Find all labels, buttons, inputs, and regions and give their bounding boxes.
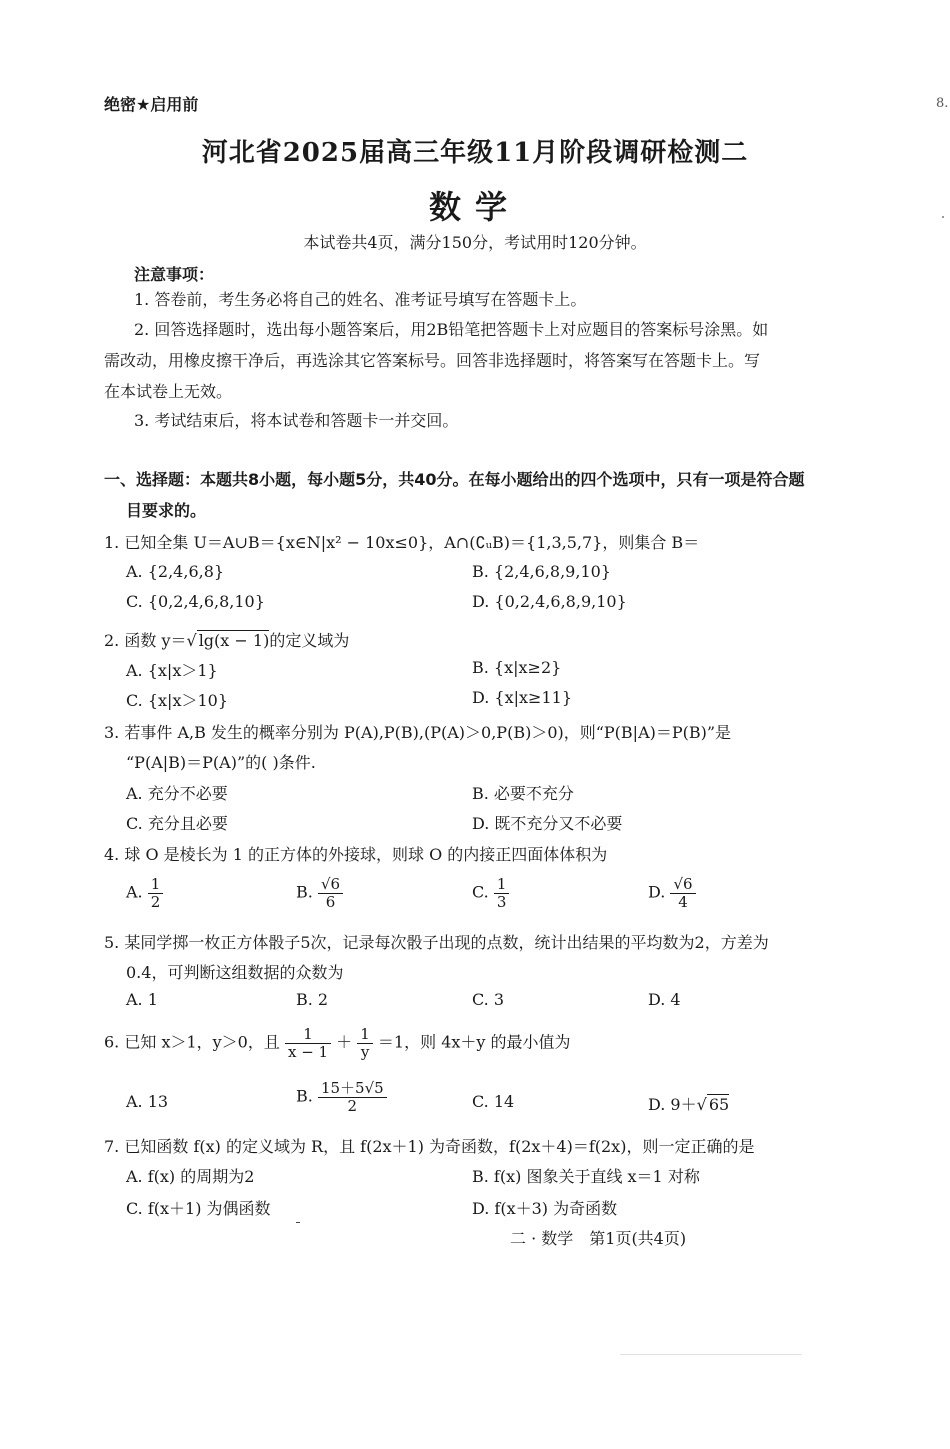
question-6-stem [104,1026,571,1060]
q6-option-d [648,1092,729,1115]
note-2-line1: 2. 回答选择题时，选出每小题答案后，用2B铅笔把答题卡上对应题目的答案标号涂黑。如 [134,320,769,339]
q3-option-a: A. 充分不必要 [126,784,228,803]
q6-d-radicand: 65 [708,1095,730,1114]
q6-f2-denominator: y [360,1042,370,1061]
exam-info: 本试卷共4页，满分150分，考试用时120分钟。 [303,233,647,252]
q1-option-b: B. {2,4,6,8,9,10} [472,562,611,581]
q5-option-b: B. 2 [296,990,329,1009]
q4-d-numerator: √6 [670,876,695,894]
q7-option-a: A. f(x) 的周期为2 [126,1167,255,1186]
stray-mark [296,1222,300,1223]
question-5-line2: 0.4，可判断这组数据的众数为 [126,963,344,982]
section-heading-line1: 一、选择题：本题共8小题，每小题5分，共40分。在每小题给出的四个选项中，只有一项是符合题 [104,470,805,489]
question-3-line2: “P(A|B)＝P(A)”的( )条件. [126,753,316,772]
q2-option-a: A. {x|x＞1} [126,661,218,680]
q2-stem-post: 的定义域为 [269,631,350,650]
q3-option-c: C. 充分且必要 [126,814,228,833]
q4-d-label: D. [648,882,666,902]
q4-option-c [472,876,509,910]
radical-icon: √ [696,1095,707,1114]
q4-a-label: A. [126,882,143,902]
q4-c-label: C. [472,882,489,902]
q4-b-fraction [318,876,343,910]
note-2-line3: 在本试卷上无效。 [104,382,233,401]
q7-option-b: B. f(x) 图象关于直线 x＝1 对称 [472,1167,700,1186]
page-footer: 二 · 数学 第1页(共4页) [510,1229,687,1248]
note-3: 3. 考试结束后，将本试卷和答题卡一并交回。 [134,411,459,430]
confidential-mark: 绝密★启用前 [104,95,199,114]
q2-option-c: C. {x|x＞10} [126,691,229,710]
question-1-stem: 1. 已知全集 U＝A∪B＝{x∈N|x² − 10x≤0}，A∩(∁ᵤB)＝{1,3,5,7}，则集合 B＝ [104,533,700,552]
q6-f1-denominator: x − 1 [287,1042,329,1061]
q4-b-label: B. [296,882,313,902]
q4-b-numerator: √6 [318,876,343,894]
q4-c-numerator: 1 [494,876,510,894]
q6-option-a: A. 13 [126,1092,169,1111]
section-heading [104,464,844,526]
q7-option-c: C. f(x＋1) 为偶函数 [126,1199,271,1218]
scan-speck [942,216,944,218]
q2-stem-radicand: lg(x − 1) [198,631,270,650]
q6-b-label: B. [296,1086,313,1106]
q6-option-b [296,1080,387,1114]
question-3-line1: 3. 若事件 A,B 发生的概率分别为 P(A),P(B),(P(A)＞0,P(B)＞0)，则“P(B|A)＝P(B)”是 [104,723,732,742]
question-2-stem [104,628,349,651]
q5-option-d: D. 4 [648,990,681,1009]
q4-a-numerator: 1 [148,876,164,894]
question-4-stem: 4. 球 O 是棱长为 1 的正方体的外接球，则球 O 的内接正四面体体积为 [104,845,608,864]
q4-d-denominator: 4 [678,892,688,911]
q7-option-d: D. f(x＋3) 为奇函数 [472,1199,618,1218]
q2-option-b: B. {x|x≥2} [472,658,562,677]
corner-mark: 8. [936,96,949,111]
q4-a-denominator: 2 [150,892,161,911]
q6-fraction-2 [357,1026,373,1060]
q1-option-c: C. {0,2,4,6,8,10} [126,592,265,611]
q1-option-a: A. {2,4,6,8} [126,562,225,581]
q6-plus: ＋ [336,1032,353,1052]
q6-post: ＝1，则 4x＋y 的最小值为 [377,1032,571,1052]
q6-b-numerator: 15＋5√5 [318,1080,387,1098]
q6-b-fraction [318,1080,387,1114]
scan-line [620,1354,802,1355]
note-2-line2: 需改动，用橡皮擦干净后，再选涂其它答案标号。回答非选择题时，将答案写在答题卡上。写 [104,351,761,370]
q1-option-d: D. {0,2,4,6,8,9,10} [472,592,627,611]
q6-option-c: C. 14 [472,1092,515,1111]
q4-c-fraction [494,876,510,910]
notes-heading: 注意事项： [134,265,215,284]
q4-a-fraction [148,876,164,910]
q6-fraction-1 [285,1026,331,1060]
q6-b-denominator: 2 [347,1096,358,1115]
question-7-stem: 7. 已知函数 f(x) 的定义域为 R，且 f(2x＋1) 为奇函数，f(2x＋4)＝f(2x)，则一定正确的是 [104,1137,755,1156]
note-1: 1. 答卷前，考生务必将自己的姓名、准考证号填写在答题卡上。 [134,290,587,309]
exam-title: 河北省2025届高三年级11月阶段调研检测二 [201,138,749,168]
q2-option-d: D. {x|x≥11} [472,688,572,707]
question-5-line1: 5. 某同学掷一枚正方体骰子5次，记录每次骰子出现的点数，统计出结果的平均数为2，方差为 [104,933,769,952]
q5-option-c: C. 3 [472,990,505,1009]
subject-title: 数学 [428,188,521,226]
q6-f2-numerator: 1 [357,1026,373,1044]
q6-d-pre: D. 9＋ [648,1095,697,1114]
q2-stem-pre: 2. 函数 y＝ [104,631,187,650]
q5-option-a: A. 1 [126,990,158,1009]
q4-d-fraction [670,876,695,910]
q6-pre: 6. 已知 x＞1，y＞0，且 [104,1032,280,1052]
q4-option-a [126,876,163,910]
q4-option-d [648,876,696,910]
q4-option-b [296,876,343,910]
q6-f1-numerator: 1 [285,1026,331,1044]
radical-icon: √ [186,631,197,650]
q4-c-denominator: 3 [496,892,507,911]
q4-b-denominator: 6 [325,892,336,911]
q3-option-d: D. 既不充分又不必要 [472,814,623,833]
q3-option-b: B. 必要不充分 [472,784,574,803]
section-heading-line2: 目要求的。 [126,501,207,520]
